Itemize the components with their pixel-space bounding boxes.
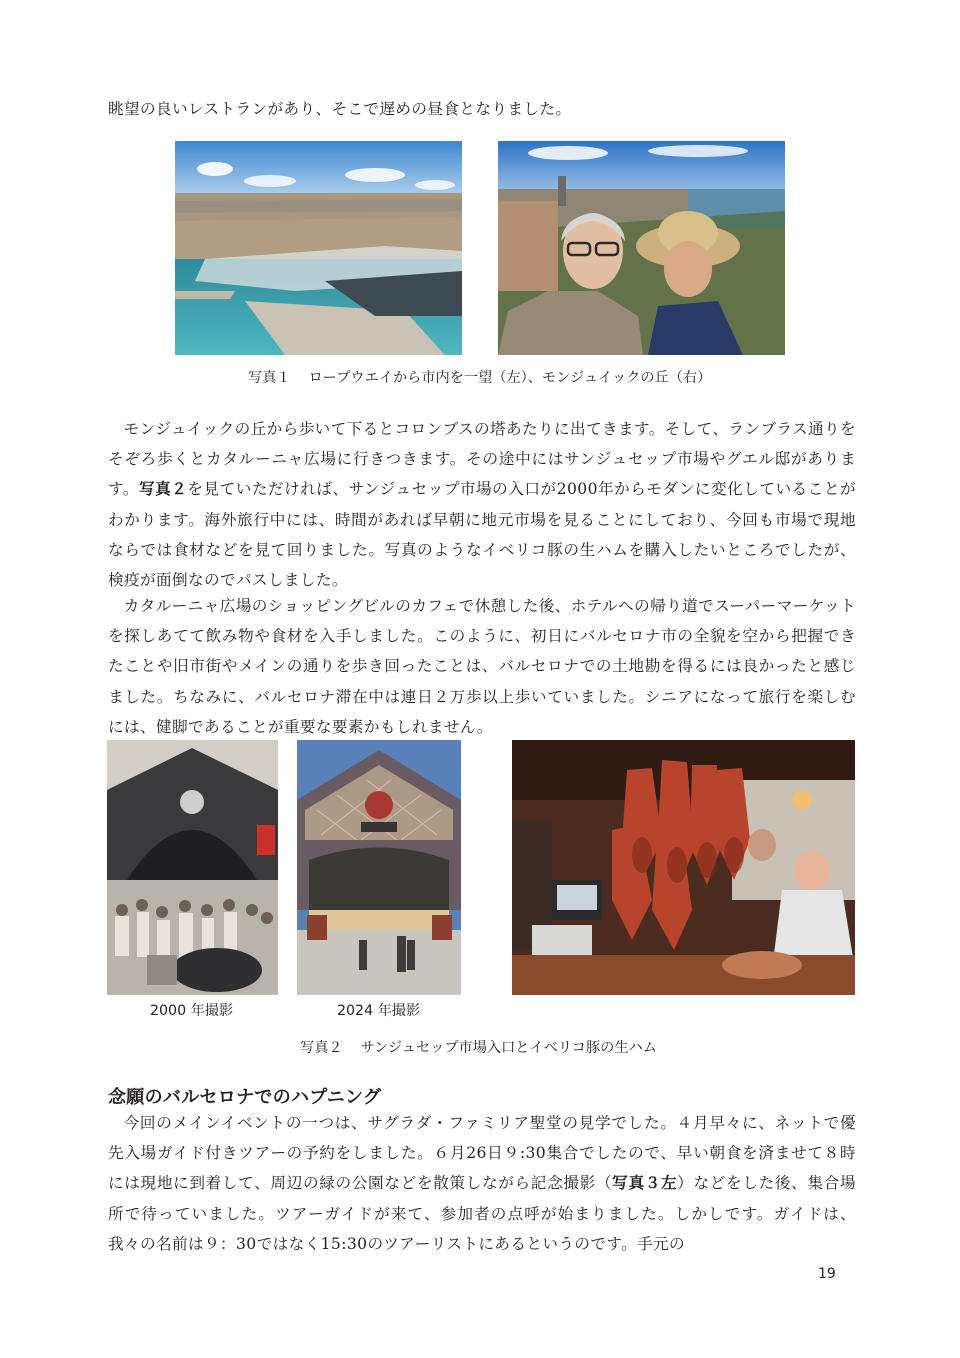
- page-number: 19: [818, 1266, 836, 1282]
- intro-paragraph: 眺望の良いレストランがあり、そこで遅めの昼食となりました。: [108, 100, 572, 118]
- photo3-reference: 写真３左: [612, 1174, 678, 1193]
- photo2-number: 写真２: [300, 1040, 343, 1056]
- photo2-caption-text: サンジュセップ市場入口とイベリコ豚の生ハム: [360, 1040, 657, 1056]
- paragraph-sagrada-familia: 今回のメインイベントの一つは、サグラダ・ファミリア聖堂の見学でした。４月早々に、ネットで優先入場ガイド付きツアーの予約をしました。６月26日９:30集合でしたので、早い朝食を済ませて８時には現地に到着して、周辺の緑の公園などを散策しながら記念撮影（写真３左）などをした後、集合場所で待っていました。ツアーガイドが来て、参加者の点呼が始まりました。しかしです。ガイドは、我々の名前は９：30ではなく15:30のツアーリストにあるというのです。手元の: [108, 1114, 856, 1253]
- section-heading: 念願のバルセロナでのハプニング: [108, 1087, 382, 1108]
- photo-montjuic-selfie: [498, 141, 785, 355]
- paragraph-catalunya: カタルーニャ広場のショッピングビルのカフェで休憩した後、ホテルへの帰り道でスーパーマーケットを探しあてて飲み物や食材を入手しました。このように、初日にバルセロナ市の全貌を空から把握できたことや旧市街やメインの通りを歩き回ったことは、バルセロナでの土地勘を得るには良かったと感じました。ちなみに、バルセロナ滞在中は連日２万歩以上歩いていました。シニアになって旅行を楽しむには、健脚であることが重要な要素かもしれません。: [108, 597, 856, 736]
- paragraph-market: モンジュイックの丘から歩いて下るとコロンブスの塔あたりに出てきます。そして、ランブラス通りをそぞろ歩くとカタルーニャ広場に行きつきます。その途中にはサンジュセップ市場やグエル邸があります。写真２を見ていただければ、サンジュセップ市場の入口が2000年からモダンに変化していることがわかります。海外旅行中には、時間があれば早朝に地元市場を見ることにしており、今回も市場で現地ならでは食材などを見て回りました。写真のようなイベリコ豚の生ハムを購入したいところでしたが、検疫が面倒なのでパスしました。: [108, 420, 856, 590]
- photo1-caption-text: ロープウエイから市内を一望（左）、モンジュイックの丘（右）: [308, 370, 712, 386]
- photo1-caption: [248, 367, 711, 387]
- photo1-number: 写真１: [248, 370, 291, 386]
- photo2-label-2024: 2024 年撮影: [337, 1003, 421, 1019]
- photo2-reference: 写真２: [139, 480, 188, 499]
- photo-market-2024: [297, 740, 461, 995]
- photo-harbor-aerial: [175, 141, 462, 355]
- photo2-label-2000: 2000 年撮影: [150, 1003, 234, 1019]
- photo-iberico-ham: [512, 740, 855, 995]
- photo-market-2000: [107, 740, 278, 995]
- photo2-caption: [300, 1037, 657, 1057]
